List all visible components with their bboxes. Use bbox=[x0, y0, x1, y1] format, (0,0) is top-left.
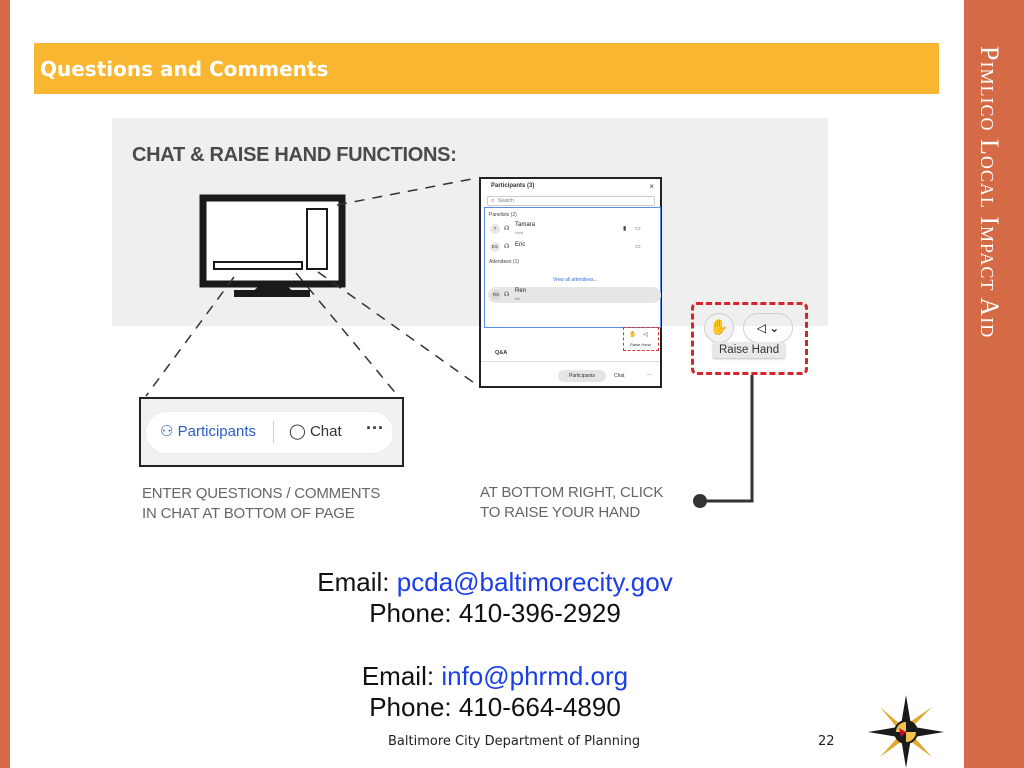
compass-logo-icon bbox=[868, 695, 944, 768]
camera-icon: ▭ bbox=[635, 244, 641, 250]
more-button[interactable]: ··· bbox=[646, 372, 652, 378]
raise-hand-tooltip: Raise Hand bbox=[630, 342, 651, 347]
participant-role: Me bbox=[515, 296, 521, 301]
toolbar-pill bbox=[146, 412, 393, 453]
hand-icon[interactable]: ✋ bbox=[629, 332, 637, 338]
footer-text: Baltimore City Department of Planning bbox=[388, 734, 641, 749]
contact-email: Email: info@phrmd.org bbox=[361, 661, 629, 691]
zoomed-toolbar bbox=[139, 397, 404, 467]
connector-line bbox=[318, 272, 477, 385]
email-link[interactable]: info@phrmd.org bbox=[441, 661, 629, 691]
panel-title: Participants (3) bbox=[491, 183, 535, 189]
connector-line bbox=[296, 273, 398, 396]
page-title: Questions and Comments bbox=[40, 57, 329, 81]
email-link[interactable]: pcda@baltimorecity.gov bbox=[396, 567, 673, 597]
caption-chat: ENTER QUESTIONS / COMMENTS IN CHAT AT BOTTOM OF PAGE bbox=[142, 485, 381, 522]
list-item bbox=[488, 287, 661, 303]
participants-icon: ⚇ bbox=[160, 423, 174, 440]
participants-button[interactable]: Participants bbox=[558, 370, 606, 382]
monitor-icon bbox=[203, 198, 342, 284]
contact-phone: Phone: 410-396-2929 bbox=[369, 598, 621, 628]
avatar: T bbox=[490, 224, 500, 234]
caption-raise-hand: AT BOTTOM RIGHT, CLICK TO RAISE YOUR HAND bbox=[480, 484, 664, 521]
page-number: 22 bbox=[818, 734, 835, 749]
participant-role: Host bbox=[515, 230, 524, 235]
contact-phone: Phone: 410-664-4890 bbox=[369, 692, 621, 722]
participant-name: Eric bbox=[515, 242, 526, 248]
connector-line bbox=[146, 277, 234, 396]
qa-section[interactable]: Q&A bbox=[495, 350, 508, 356]
megaphone-icon[interactable]: ◁ bbox=[643, 332, 648, 338]
attendees-label: Attendees (1) bbox=[489, 259, 520, 265]
contact-email: Email: pcda@baltimorecity.gov bbox=[317, 567, 673, 597]
panelists-label: Panelists (2) bbox=[489, 212, 517, 218]
megaphone-icon[interactable]: ◁ ⌄ bbox=[743, 313, 793, 343]
raise-hand-highlight bbox=[623, 327, 659, 351]
more-button[interactable]: ··· bbox=[366, 418, 384, 438]
participants-list bbox=[484, 207, 661, 328]
chart-icon: ▮ bbox=[623, 226, 627, 232]
close-icon[interactable]: × bbox=[649, 182, 654, 191]
mic-icon: ☊ bbox=[504, 292, 510, 298]
hand-icon[interactable]: ✋ bbox=[704, 313, 734, 343]
diagram-title: CHAT & RAISE HAND FUNCTIONS: bbox=[132, 144, 457, 166]
avatar: ES bbox=[490, 242, 500, 252]
camera-icon: ▭ bbox=[635, 226, 641, 232]
chat-button[interactable]: ◯ Chat bbox=[289, 423, 342, 440]
connector-line bbox=[337, 178, 477, 205]
chat-icon: ◯ bbox=[289, 423, 306, 440]
divider bbox=[273, 421, 274, 443]
divider bbox=[481, 361, 660, 362]
raise-hand-callout bbox=[691, 302, 808, 375]
participants-panel bbox=[479, 177, 662, 388]
mic-icon: ☊ bbox=[504, 226, 510, 232]
monitor-stand bbox=[234, 290, 310, 297]
participant-name: Ren bbox=[515, 288, 527, 294]
view-all-link[interactable]: View all attendees... bbox=[553, 277, 598, 283]
chat-button[interactable]: Chat bbox=[614, 373, 625, 379]
participants-button[interactable]: ⚇ Participants bbox=[160, 423, 256, 440]
avatar: RS bbox=[491, 290, 501, 300]
search-icon: ⌕ bbox=[491, 198, 495, 204]
sidebar-title: Pimlico Local Impact Aid bbox=[975, 46, 1004, 339]
mic-icon: ☊ bbox=[504, 244, 510, 250]
pointer-dot bbox=[693, 494, 707, 508]
raise-hand-pointer bbox=[701, 375, 752, 501]
participant-name: Tamara bbox=[515, 222, 536, 228]
raise-hand-label: Raise Hand bbox=[713, 342, 785, 358]
search-input[interactable]: ⌕ Search bbox=[487, 196, 655, 206]
